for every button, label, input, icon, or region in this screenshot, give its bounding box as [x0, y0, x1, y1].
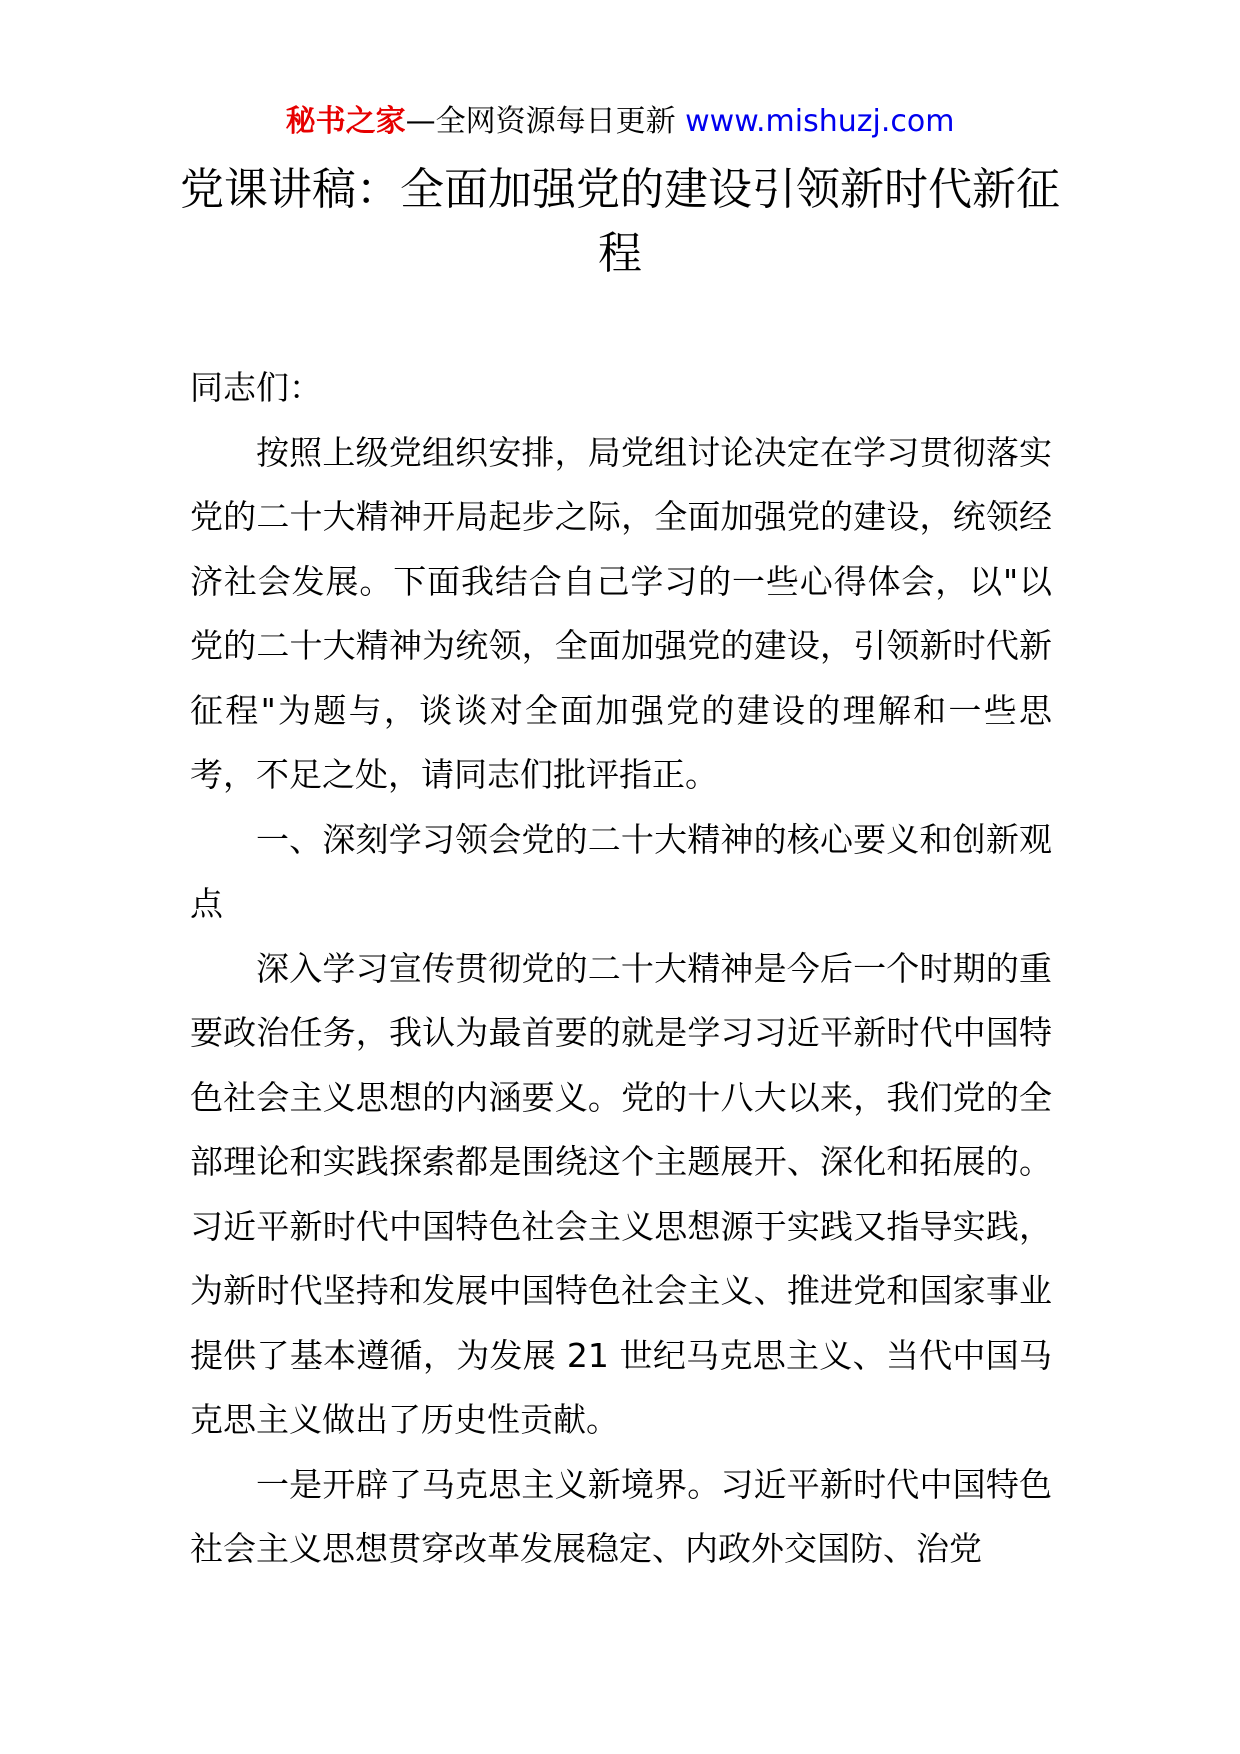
document-title: 党课讲稿：全面加强党的建设引领新时代新征程	[180, 164, 1060, 279]
section-heading-1: 一、深刻学习领会党的二十大精神的核心要义和创新观点	[190, 819, 1052, 923]
site-header	[0, 100, 1240, 144]
document-body	[190, 356, 1052, 1582]
header-tagline: —全网资源每日更新	[405, 104, 686, 139]
brand-name: 秘书之家	[285, 104, 406, 139]
site-url-link[interactable]: www.mishuzj.com	[685, 104, 955, 139]
paragraph-intro: 按照上级党组织安排，局党组讨论决定在学习贯彻落实党的二十大精神开局起步之际，全面加强党的建设，统领经济社会发展。下面我结合自己学习的一些心得体会，以"以党的二十大精神为统领，全面加强党的建设，引领新时代新征程"为题与，谈谈对全面加强党的建设的理解和一些思考，不足之处，请同志们批评指正。	[190, 432, 1052, 794]
paragraph-section-1: 深入学习宣传贯彻党的二十大精神是今后一个时期的重要政治任务，我认为最首要的就是学习习近平新时代中国特色社会主义思想的内涵要义。党的十八大以来，我们党的全部理论和实践探索都是围绕这个主题展开、深化和拓展的。习近平新时代中国特色社会主义思想源于实践又指导实践，为新时代坚持和发展中国特色社会主义、推进党和国家事业提供了基本遵循，为发展 21 世纪马克思主义、当代中国马克思主义做出了历史性贡献。	[190, 948, 1052, 1439]
salutation: 同志们：	[190, 368, 322, 407]
paragraph-point-1: 一是开辟了马克思主义新境界。习近平新时代中国特色社会主义思想贯穿改革发展稳定、内政外交国防、治党	[190, 1464, 1052, 1568]
